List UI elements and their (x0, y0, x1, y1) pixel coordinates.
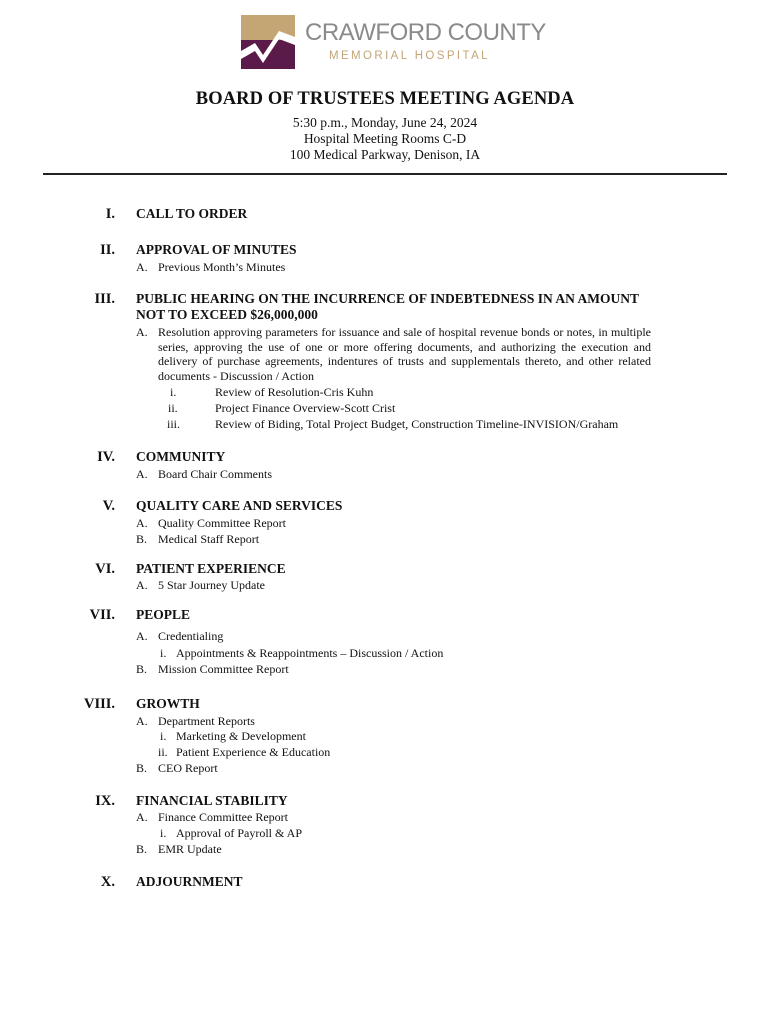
agenda-subitem: Appointments & Reappointments – Discussion / Action (176, 646, 444, 660)
item-marker: A. (136, 629, 148, 643)
item-marker: B. (136, 761, 148, 775)
meeting-address: 100 Medical Parkway, Denison, IA (289, 147, 481, 162)
item-marker: B. (136, 532, 148, 546)
section-number: V. (102, 498, 115, 514)
section-title-quality-care: QUALITY CARE AND SERVICES (136, 498, 343, 513)
item-marker: A. (136, 467, 148, 481)
agenda-item: CEO Report (158, 761, 218, 775)
item-marker: A. (136, 578, 148, 592)
agenda-subitem: Marketing & Development (176, 729, 306, 743)
section-title-growth: GROWTH (136, 696, 200, 711)
agenda-item: Credentialing (158, 629, 224, 643)
section-number: VIII. (83, 696, 115, 712)
subitem-marker: ii. (168, 401, 178, 415)
section-number: X. (100, 874, 115, 890)
section-title-adjournment: ADJOURNMENT (136, 874, 243, 889)
subitem-marker: i. (160, 729, 167, 743)
page-title: BOARD OF TRUSTEES MEETING AGENDA (195, 89, 575, 109)
item-marker: A. (136, 810, 148, 824)
subitem-marker: ii. (158, 745, 168, 759)
resolution-paragraph: Resolution approving parameters for issuance and sale of hospital revenue bonds or notes, in multiple series, approving the use of one or more offering documents, and authorizing the execution and delivery of purchase agreements, indentures of trusts and supplementals thereto, and other related documents - Discussion / Action (158, 325, 651, 383)
agenda-item: Previous Month’s Minutes (158, 260, 286, 274)
agenda-item: Medical Staff Report (158, 532, 260, 546)
item-marker: B. (136, 842, 148, 856)
agenda-item: EMR Update (158, 842, 222, 856)
section-number: IX. (95, 793, 115, 809)
agenda-subitem: Project Finance Overview-Scott Crist (215, 401, 396, 415)
agenda-item: Mission Committee Report (158, 662, 289, 676)
section-title-approval-of-minutes: APPROVAL OF MINUTES (136, 242, 297, 257)
header-divider (43, 173, 727, 175)
section-title-people: PEOPLE (136, 607, 191, 622)
section-title-community: COMMUNITY (136, 449, 226, 464)
agenda-item: Quality Committee Report (158, 516, 286, 530)
item-marker: A. (136, 516, 148, 530)
section-number: IV. (97, 449, 115, 465)
subitem-marker: i. (160, 646, 167, 660)
agenda-item: Board Chair Comments (158, 467, 272, 481)
section-number: III. (94, 291, 115, 307)
section-number: VII. (89, 607, 115, 623)
meeting-time: 5:30 p.m., Monday, June 24, 2024 (292, 115, 478, 130)
section-number: VI. (95, 561, 115, 577)
section-title-public-hearing: PUBLIC HEARING ON THE INCURRENCE OF INDEBTEDNESS IN AN AMOUNT NOT TO EXCEED $26,000,000 (136, 291, 639, 322)
agenda-subitem: Review of Resolution-Cris Kuhn (215, 385, 374, 399)
section-title-patient-experience: PATIENT EXPERIENCE (136, 561, 286, 576)
agenda-subitem: Approval of Payroll & AP (176, 826, 302, 840)
item-marker: A. (136, 260, 148, 274)
logo-mark-icon (241, 15, 295, 69)
section-number: I. (105, 206, 115, 222)
section-number: II. (100, 242, 115, 258)
logo-subtitle: MEMORIAL HOSPITAL (329, 50, 490, 62)
item-marker: A. (136, 325, 148, 339)
hospital-logo (241, 15, 546, 71)
agenda-item: Finance Committee Report (158, 810, 288, 824)
item-marker: A. (136, 714, 148, 728)
item-marker: B. (136, 662, 148, 676)
subitem-marker: iii. (167, 417, 181, 431)
agenda-subitem: Review of Biding, Total Project Budget, Construction Timeline-INVISION/Graham (215, 417, 619, 431)
agenda-item: Department Reports (158, 714, 255, 728)
section-title-call-to-order: CALL TO ORDER (136, 206, 248, 221)
subitem-marker: i. (160, 826, 167, 840)
section-title-financial-stability: FINANCIAL STABILITY (136, 793, 288, 808)
subitem-marker: i. (170, 385, 177, 399)
meeting-location: Hospital Meeting Rooms C-D (303, 131, 467, 146)
agenda-item: 5 Star Journey Update (158, 578, 265, 592)
agenda-subitem: Patient Experience & Education (176, 745, 331, 759)
logo-name: CRAWFORD COUNTY (305, 19, 546, 46)
